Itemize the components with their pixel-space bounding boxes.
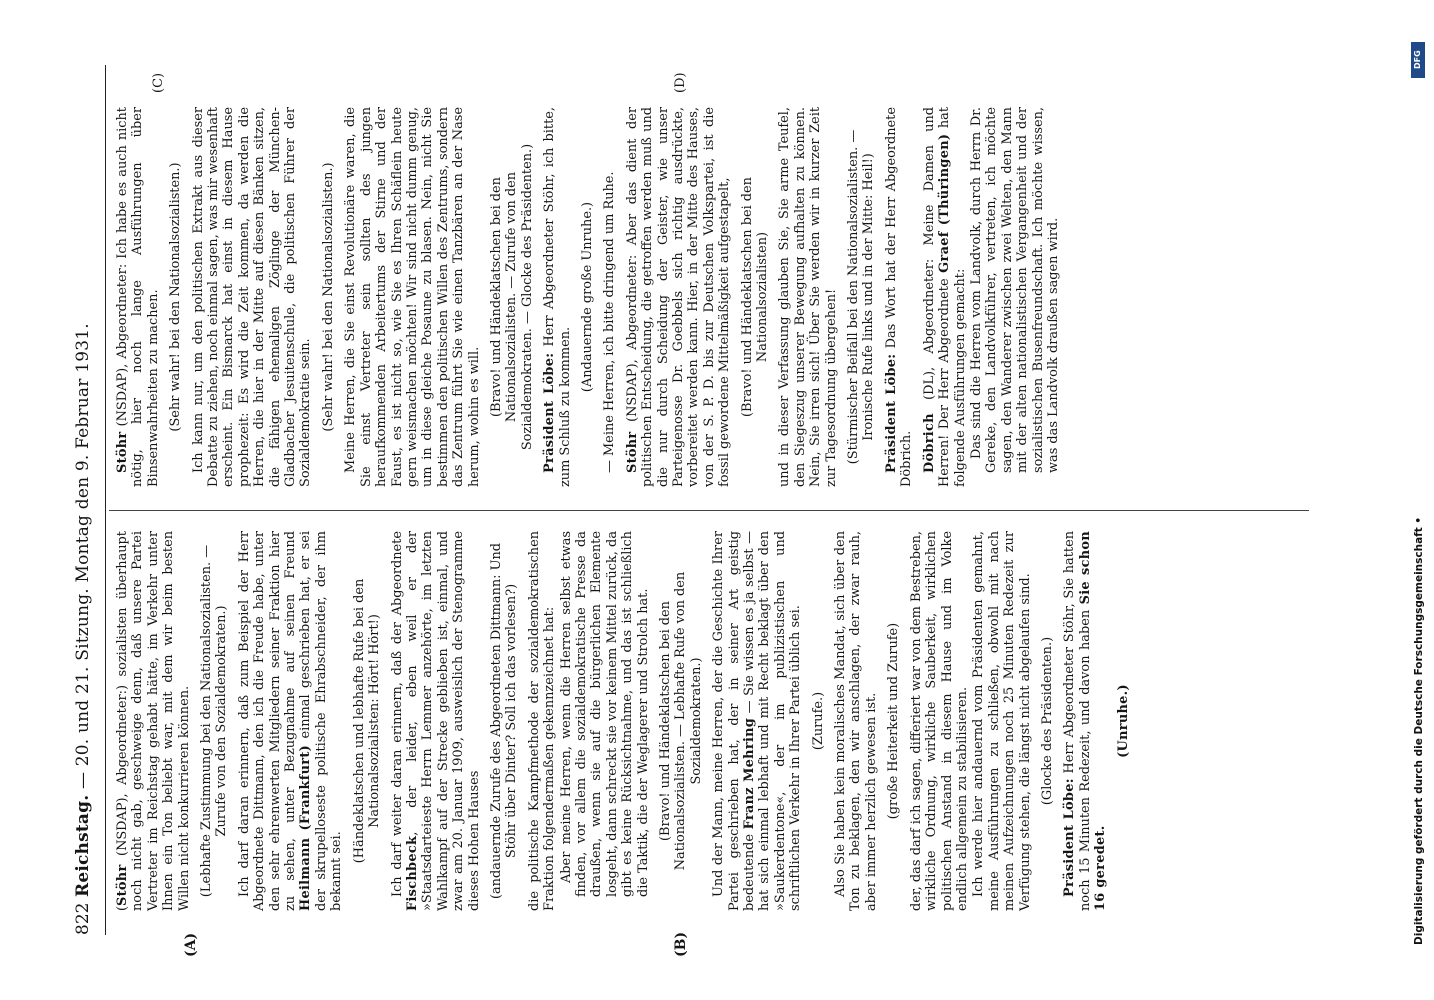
interjection: (Lebhafte Zustimmung bei den Nationalsozialisten. — Zurufe von den Sozialdemokraten.) <box>199 544 230 898</box>
interjection: (große Heiterkeit und Zurufe) <box>886 622 902 820</box>
speaker-name: Präsident Löbe: <box>542 352 558 473</box>
running-title-bold: Reichstag. <box>73 794 93 897</box>
right-column <box>115 107 1062 487</box>
paragraph: und in dieser Verfassung glauben Sie, Sie arme Teufel, den Siegeszug unserer Bewegung aufhalten zu können. Nein, Sie irren sich! Über Sie werden wir in kurzer Zeit zur Tagesordnung übergehen! <box>777 107 839 487</box>
paragraph: Meine Herren, die Sie einst Revolutionäre waren, die Sie einst Vertreter sein sollten des jungen heraufkommenden Arbeitertums der Stirne und der Faust, es ist nicht so, wie Sie es Ihren Schäflein heute gern weismachen möchten! Wir sind nicht dumm genug, um in diese gleiche Posaune zu blasen. Nein, nicht Sie bestimmen den politischen Willen des Zentrums, sondern das Zentrum führt Sie wie einen Tanzbären an der Nase herum, wohin es will. <box>343 107 482 487</box>
interjection: (Sehr wahr! bei den Nationalsozialisten.) <box>168 162 184 432</box>
paragraph: Also Sie haben kein moralisches Mandat, sich über den Ton zu beklagen, den wir anschlagen, der zwar rauh, aber immer herzlich gewesen ist. <box>833 531 879 911</box>
paragraph: der, das darf ich sagen, differiert war von dem Bestreben, wirkliche Ordnung, wirkliche Sauberkeit, wirklichen politischen Anstand in diesem Hause und im Volke endlich allgemein zu stabilisieren. <box>908 531 970 911</box>
interjection: (Händeklatschen und lebhafte Rufe bei den Nationalsozialisten: Hört! Hört!) <box>351 578 383 864</box>
paragraph: Präsident Löbe: Das Wort hat der Herr Abgeordnete Döbrich. <box>883 107 915 487</box>
paragraph: Präsident Löbe: Herr Abgeordneter Stöhr, ich bitte, zum Schluß zu kommen. <box>542 107 573 487</box>
running-title-rest: — 20. und 21. Sitzung. Montag den 9. Februar 1931. <box>73 323 93 795</box>
margin-marker-d: (D) <box>673 72 688 93</box>
paragraph: Präsident Löbe: Herr Abgeordneter Stöhr, Sie hatten noch 15 Minuten Redezeit, und davon haben Sie schon 16 geredet. <box>1062 530 1109 911</box>
interjection: (andauernde Zurufe des Abgeordneten Dittmann: Und Stöhr über Dinter? Soll ich das vorlesen?) <box>488 542 520 900</box>
page-number: 822 <box>73 902 93 935</box>
paragraph: — Meine Herren, ich bitte dringend um Ruhe. <box>602 171 618 473</box>
paragraph: die politische Kampfmethode der sozialdemokratischen Fraktion folgendermaßen gekennzeichnet hat: <box>526 531 558 911</box>
paragraph: Stöhr (NSDAP), Abgeordneter: Ich habe es auch nicht nötig, hier noch lange Ausführungen über Binsenwahrheiten zu machen. <box>115 107 161 487</box>
interjection: (Zurufe.) <box>810 691 826 751</box>
speaker-name: Präsident Löbe: <box>883 353 899 473</box>
speaker-name: Stöhr <box>115 864 130 906</box>
paragraph: (Stöhr (NSDAP), Abgeordneter:) sozialisten überhaupt noch nicht gab, geschweige denn, daß unsere Partei Vertreter im Reichstag gehabt hätte, im Verkehr unter Ihnen ein Ton beliebt war, mit dem wir beim besten Willen nicht konkurrieren können. <box>115 531 192 911</box>
paragraph: Stöhr (NSDAP), Abgeordneter: Aber das dient der politischen Entscheidung, die getroffen werden muß und die nur durch Scheidung der Geister, wie unser Parteigenosse Dr. Goebbels sich richtig ausdrückte, vorbereitet werden kann. Hier, in der Mitte des Hauses, von der S. P. D. bis zur Deutschen Volkspartei, ist die fossil gewordene Mittelmäßigkeit aufgestapelt, <box>624 107 733 487</box>
quotation: Aber meine Herren, wenn die Herren selbst etwas finden, vor allem die sozialdemokratische Presse da draußen, wenn sie auf die bürgerlichen Elemente losgeht, dann schreckt sie vor keinem Mittel zurück, da gibt es keine Rücksichtnahme, und das ist schließlich die Taktik, die der Weglagerer und Strolch hat. <box>558 531 651 897</box>
column-divider <box>109 510 1309 511</box>
speaker-name: Präsident Löbe: <box>1062 778 1078 897</box>
interjection: (Bravo! und Händeklatschen bei den Nationalsozialisten) <box>739 177 771 417</box>
margin-marker-b: (B) <box>673 931 689 957</box>
margin-marker-c: (C) <box>151 72 166 93</box>
speaker-name: Stöhr <box>624 431 640 473</box>
speaker-name: Stöhr <box>115 431 130 473</box>
paragraph: Ich kann nur, um den politischen Extrakt aus dieser Debatte zu ziehen, noch einmal sagen, was mir wesenhaft erscheint. Ein Bismarck hat einst in diesem Hause prophezeit: Es wird die Zeit kommen, da werden die Herren, die hier in der Mitte auf diesen Bänken sitzen, die fähigen ehemaligen Zöglinge der München-Gladbacher Jesuitenschule, die politischen Führer der Sozialdemokratie sein. <box>190 107 314 487</box>
paragraph: Ich darf daran erinnern, daß zum Beispiel der Herr Abgeordnete Dittmann, den ich die Freude habe, unter den sehr ehrenwerten Mitgliedern seiner Fraktion hier zu sehen, unter Bezugnahme auf seinen Freund Heilmann (Frankfurt) einmal geschrieben hat, er sei der skrupelloseste politische Ehrabschneider, der ihm bekannt sei. <box>236 531 345 911</box>
paragraph: Ich werde hier andauernd vom Präsidenten gemahnt, meine Ausführungen zu schließen, obwohl mit nach meinen Aufzeichnungen noch 25 Minuten Redezeit zur Verfügung stehen, die längst nicht abgelaufen sind. <box>971 531 1033 911</box>
interjection: (Bravo! und Händeklatschen bei den Nationalsozialisten. — Zurufe von den Sozialdemokraten. — Glocke des Präsidenten.) <box>488 143 535 451</box>
running-title <box>73 323 93 897</box>
interjection: (Stürmischer Beifall bei den Nationalsozialisten. — Ironische Rufe links und in der Mitte: Heil!) <box>846 129 877 465</box>
interjection: (Glocke des Präsidenten.) <box>1039 636 1055 806</box>
interjection: (Unruhe.) <box>1115 684 1131 758</box>
dfg-logo: DFG <box>1411 42 1425 78</box>
interjection: (Sehr wahr! bei den Nationalsozialisten.) <box>320 162 336 432</box>
paragraph: Ich darf weiter daran erinnern, daß der Abgeordnete Fischbeck, der leider, eben weil er der »Staatsdarteieste Herrn Lemmer anzehörte, im letzten Wahlkampf auf der Strecke geblieben ist, einmal, und zwar am 20. Januar 1909, ausweislich der Stenogramme dieses Hohen Hauses <box>389 531 482 911</box>
digitization-sidebar <box>1410 40 1432 960</box>
paragraph: Und der Mann, meine Herren, der die Geschichte Ihrer Partei geschrieben hat, der in seiner Art geistig bedeutende Franz Mehring — Sie wissen es ja selbst — hat sich einmal lebhaft und mit Recht beklagt über den »Saukerdentone«, der im publizistischen und schriftlichen Verkehr in Ihrer Partei üblich sei. <box>711 531 804 911</box>
funding-note: Digitalisierung gefördert durch die Deutsche Forschungsgemeinschaft • <box>1413 516 1425 945</box>
quotation: Das sind die Herren vom Landvolk, durch Herrn Dr. Gereke, den Landvolkführer, vertreten, ich möchte sagen, den Wanderer zwischen zwei Welten, den Mann mit der alten nationalistischen Vergangenheit und der sozialistischen Busenfreundschaft. Ich möchte wissen, was das Landvolk draußen sagen wird. <box>968 107 1061 473</box>
left-column <box>115 531 1138 911</box>
interjection: (Andauernde große Unruhe.) <box>579 201 595 393</box>
paragraph: Döbrich (DL), Abgeordneter: Meine Damen und Herren! Der Herr Abgeordnete Graef (Thüringen) hat folgende Ausführungen gemacht: <box>921 106 968 487</box>
page-header <box>65 65 106 935</box>
document-page <box>65 65 1340 957</box>
interjection: (Bravo! und Händeklatschen bei den Nationalsozialisten. — Lebhafte Rufe von den Sozialdemokraten.) <box>658 571 704 871</box>
speaker-name: Döbrich <box>921 413 937 473</box>
margin-marker-a: (A) <box>183 932 199 957</box>
